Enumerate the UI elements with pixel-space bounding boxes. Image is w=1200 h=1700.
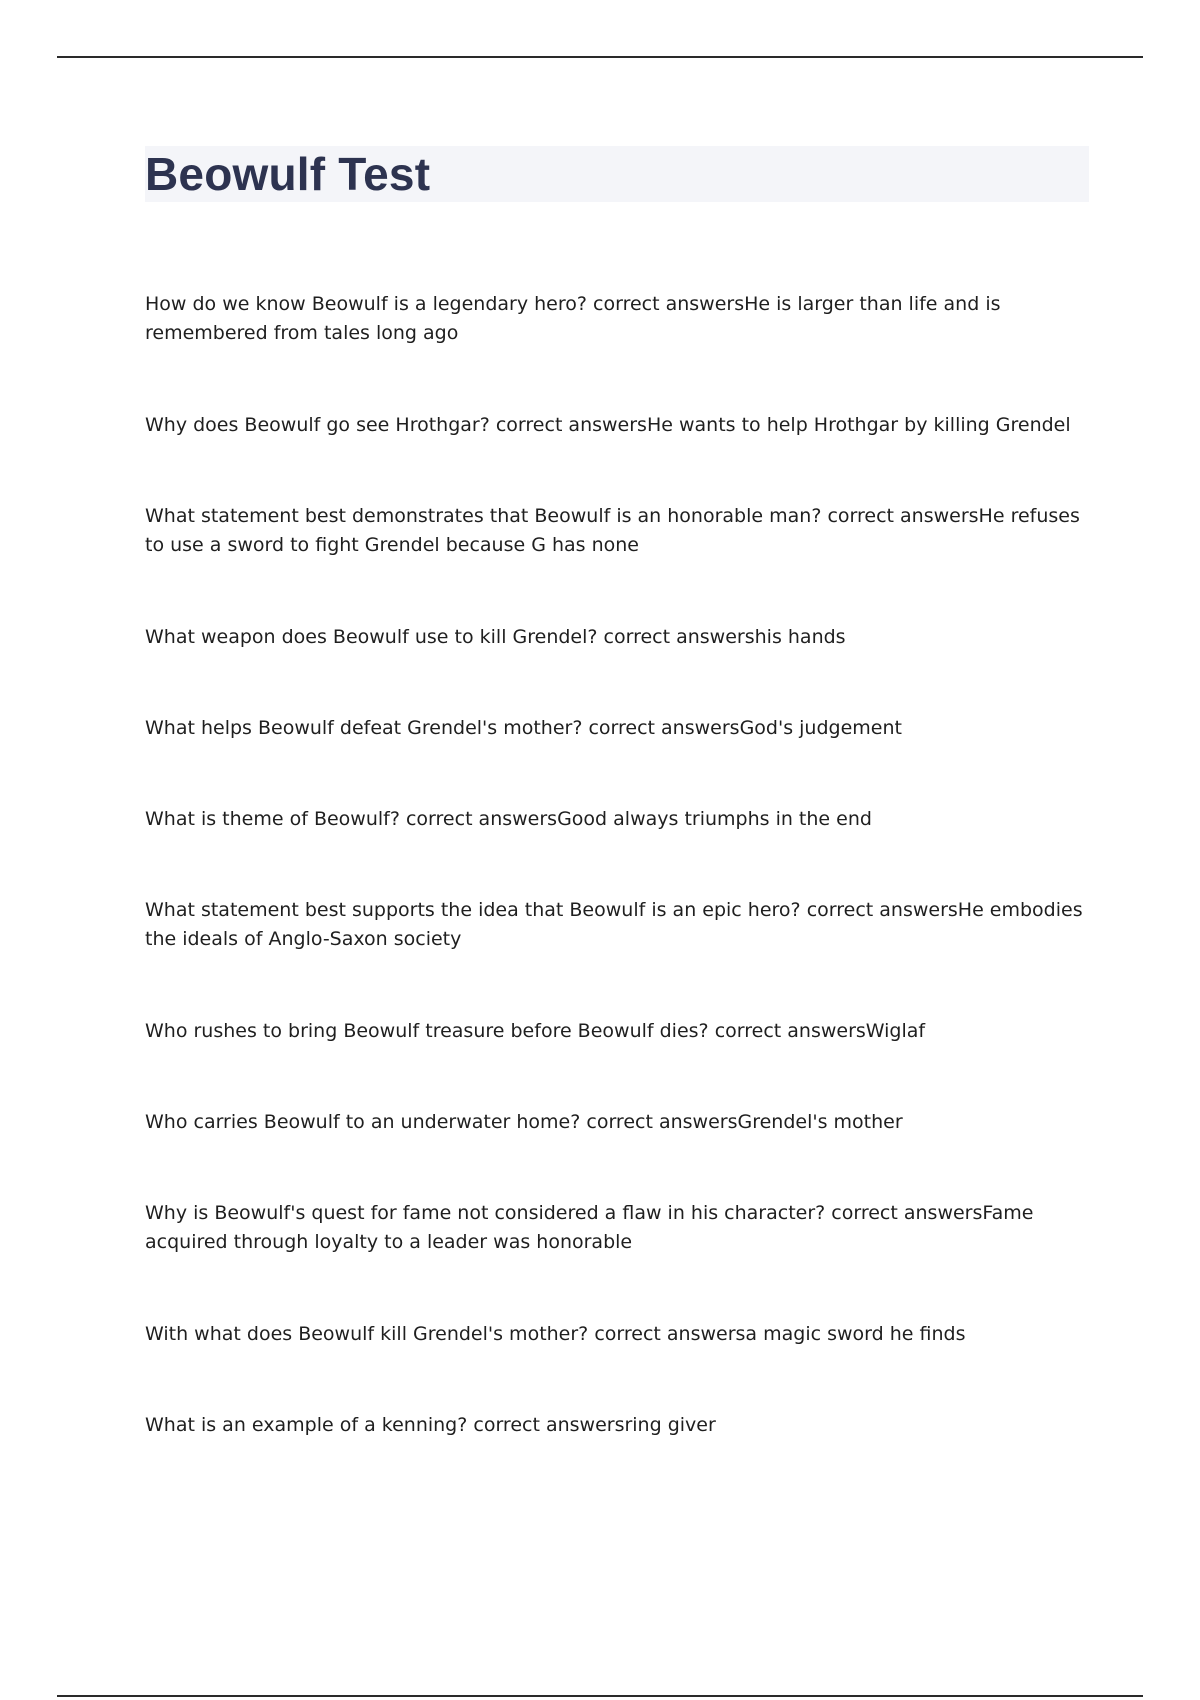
qa-item [145,714,1095,743]
question-text: What is theme of Beowulf? [145,808,400,830]
answer-label: correct answers [806,899,958,921]
qa-item [145,1199,1095,1257]
question-text: With what does Beowulf kill Grendel's mother? [145,1323,589,1345]
qa-item [145,1017,1095,1046]
answer-label: correct answers [495,414,647,436]
answer-label: correct answers [473,1414,625,1436]
qa-item [145,896,1095,954]
question-text: What is an example of a kenning? [145,1414,468,1436]
answer-text: a magic sword he finds [745,1323,966,1345]
question-text: Why is Beowulf's quest for fame not considered a flaw in his character? [145,1202,826,1224]
answer-text: Fame acquired through loyalty to a leader was honorable [145,1202,1034,1253]
answer-text: He embodies the ideals of Anglo-Saxon society [145,899,1083,950]
question-text: Who carries Beowulf to an underwater home? [145,1111,581,1133]
answer-label: correct answers [588,717,740,739]
answer-label: correct answers [603,626,755,648]
top-rule [57,56,1143,58]
question-text: How do we know Beowulf is a legendary hero? [145,293,587,315]
qa-item [145,502,1095,560]
answer-text: He wants to help Hrothgar by killing Grendel [646,414,1071,436]
answer-label: correct answers [594,1323,746,1345]
answer-label: correct answers [593,293,745,315]
question-text: What statement best supports the idea that Beowulf is an epic hero? [145,899,801,921]
page-title: Beowulf Test [145,148,431,200]
qa-item [145,411,1095,440]
qa-item [145,1108,1095,1137]
answer-text: ring giver [624,1414,716,1436]
qa-item [145,290,1095,348]
answer-text: Good always triumphs in the end [557,808,872,830]
question-text: Why does Beowulf go see Hrothgar? [145,414,490,436]
qa-item [145,623,1095,652]
qa-item [145,1411,1095,1440]
qa-item [145,1320,1095,1349]
bottom-rule [57,1695,1143,1697]
question-text: What weapon does Beowulf use to kill Grendel? [145,626,598,648]
answer-label: correct answers [586,1111,738,1133]
answer-label: correct answers [714,1020,866,1042]
answer-text: He is larger than life and is remembered from tales long ago [145,293,1001,344]
answer-label: correct answers [831,1202,983,1224]
question-text: What helps Beowulf defeat Grendel's mother? [145,717,583,739]
question-text: What statement best demonstrates that Beowulf is an honorable man? [145,505,822,527]
answer-label: correct answers [405,808,558,830]
answer-text: God's judgement [739,717,902,739]
answer-label: correct answers [827,505,979,527]
answer-text: He refuses to use a sword to fight Grendel because G has none [145,505,1080,556]
question-text: Who rushes to bring Beowulf treasure before Beowulf dies? [145,1020,709,1042]
answer-text: Grendel's mother [737,1111,903,1133]
answer-text: Wiglaf [865,1020,926,1042]
qa-item [145,805,1095,834]
answer-text: his hands [754,626,846,648]
